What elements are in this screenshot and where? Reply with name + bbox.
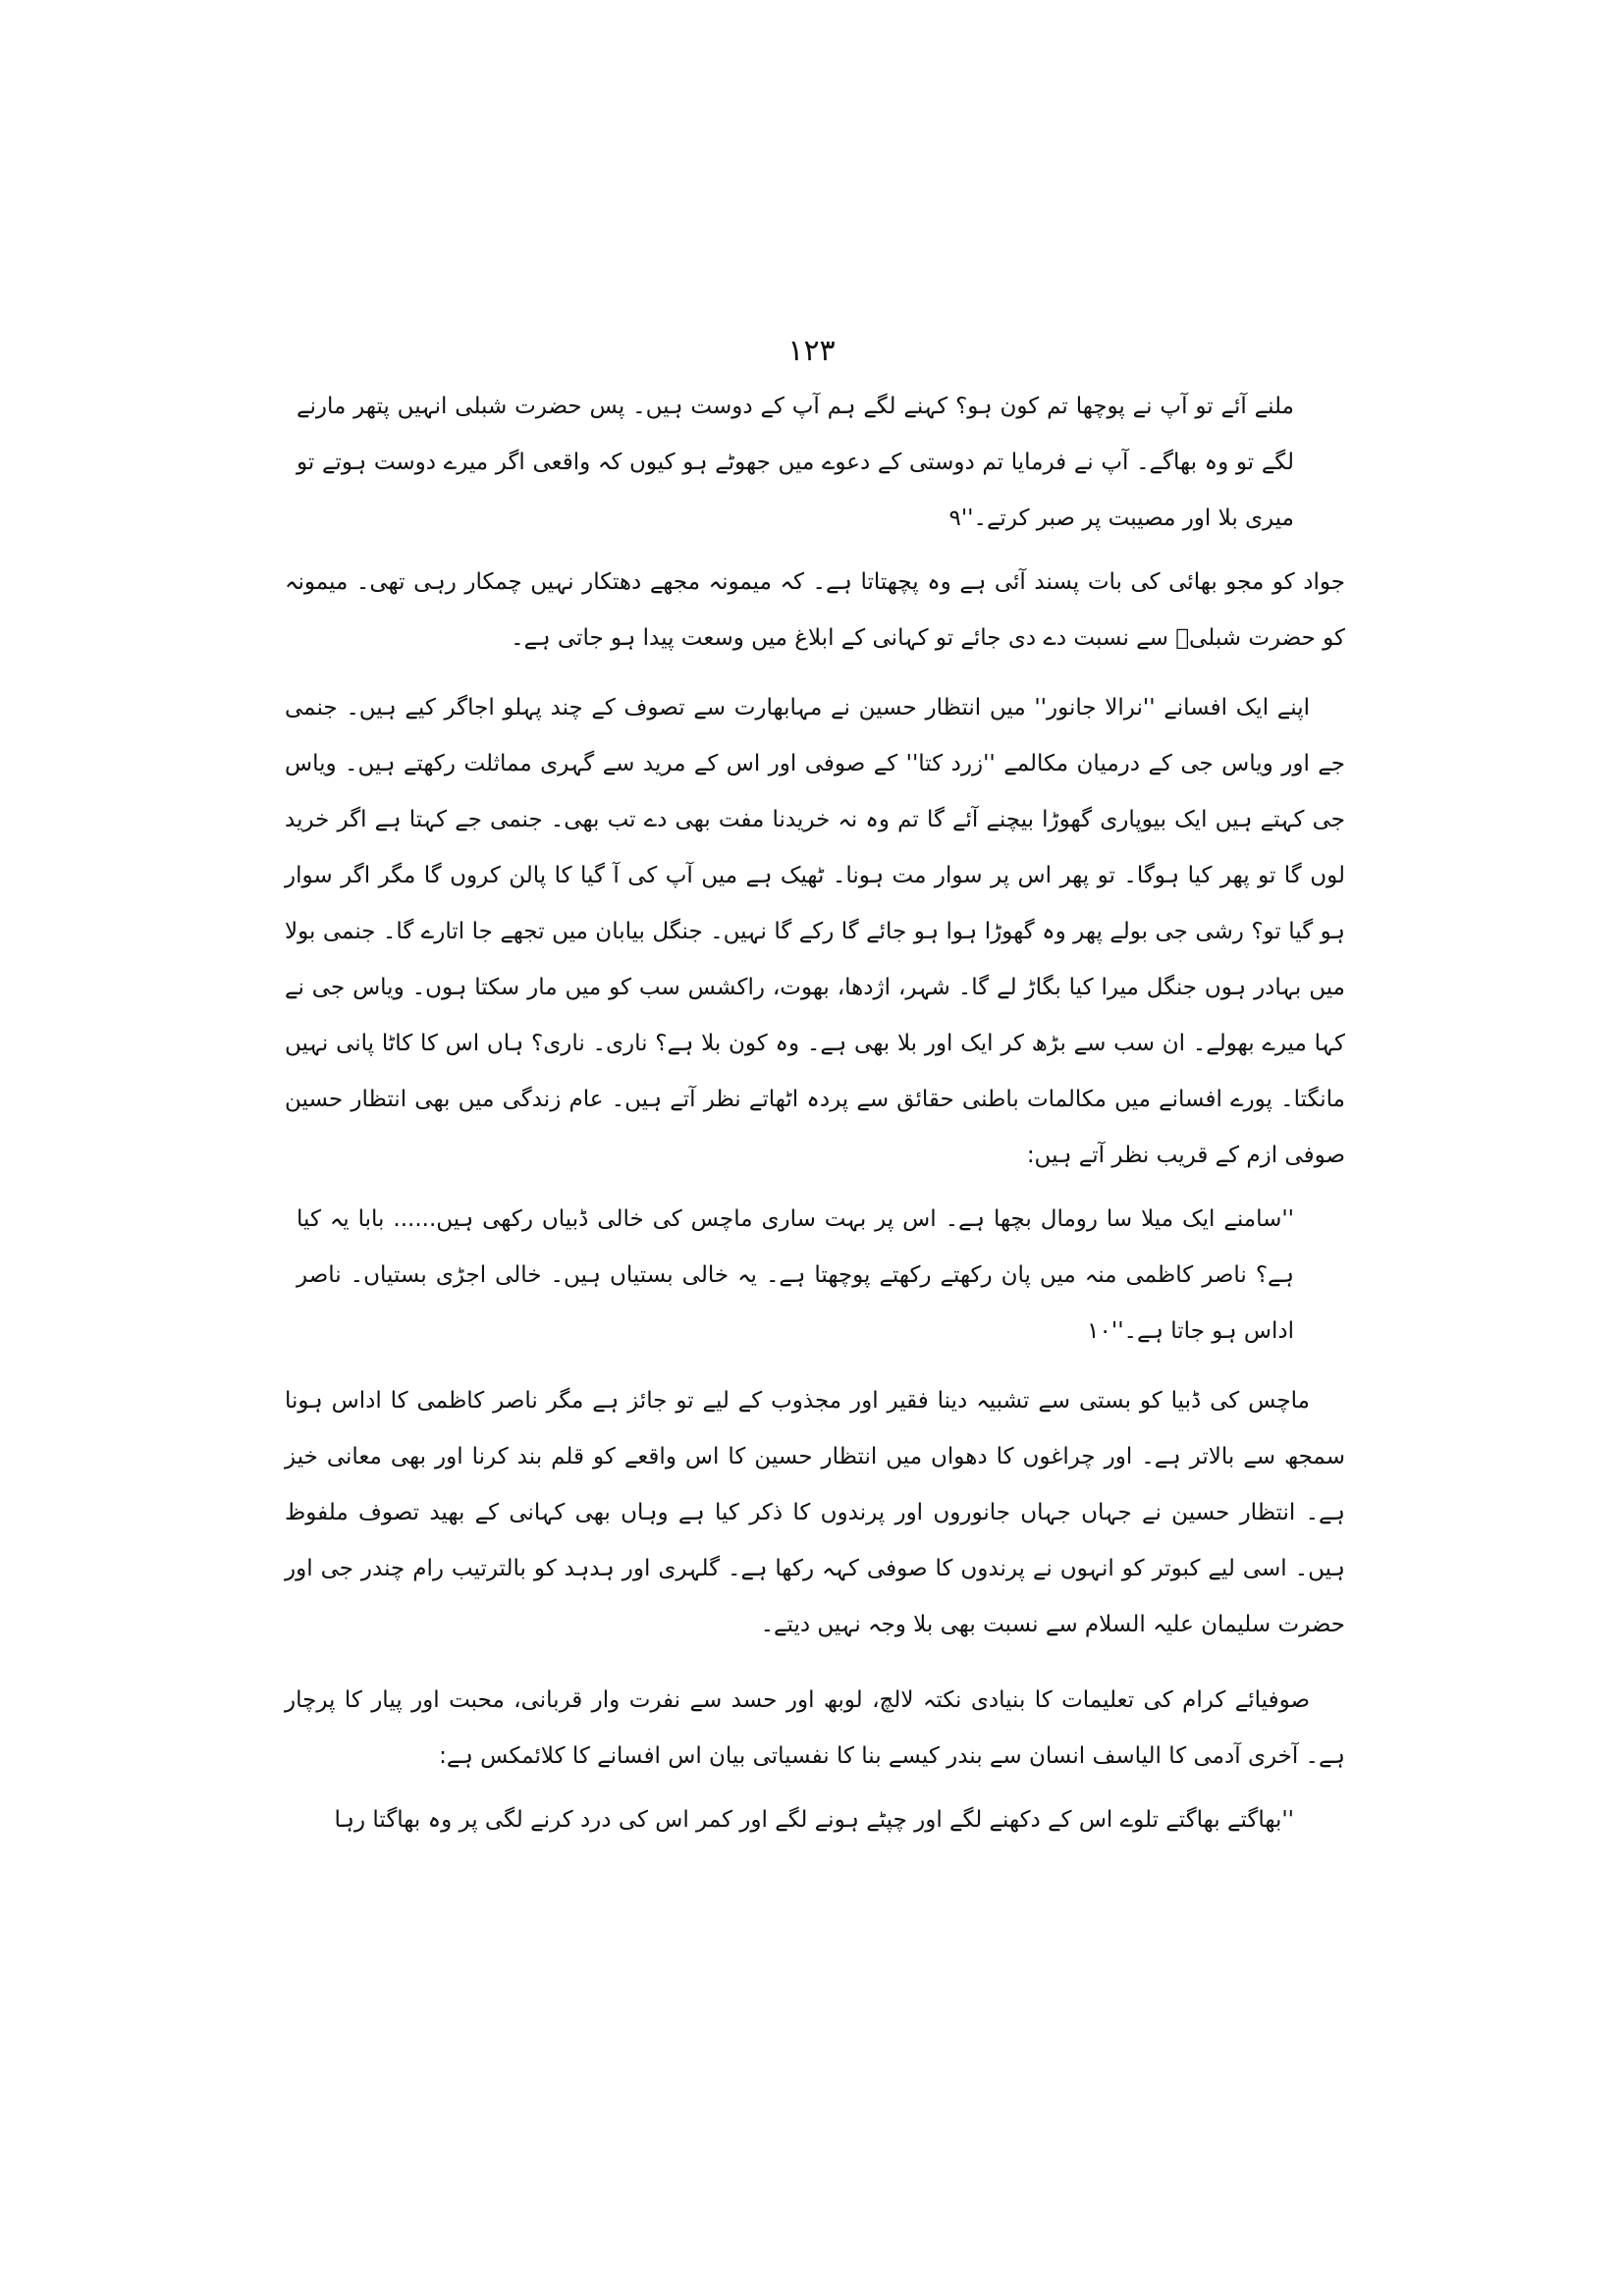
paragraph-1: جواد کو مجو بھائی کی بات پسند آئی ہے وہ پچھتاتا ہے۔ کہ میمونہ مجھے دھتکار نہیں چمکار رہی تھی۔ میمونہ کو حضرت شبلیؒ سے نسبت دے دی جائے تو کہانی کے ابلاغ میں وسعت پیدا ہو جاتی ہے۔ bbox=[285, 569, 1345, 651]
block-quote-2: ''سامنے ایک میلا سا رومال بچھا ہے۔ اس پر بہت ساری ماچس کی خالی ڈبیاں رکھی ہیں...... بابا یہ کیا ہے؟ ناصر کاظمی منہ میں پان رکھتے رکھتے پوچھتا ہے۔ یہ خالی بستیاں ہیں۔ خالی اجڑی بستیاں۔ ناصر اداس ہو جاتا ہے۔''۱۰ bbox=[297, 1206, 1294, 1344]
page-body bbox=[285, 379, 1345, 1848]
page-number: ۱۲۳ bbox=[787, 334, 836, 368]
paragraph-4: صوفیائے کرام کی تعلیمات کا بنیادی نکتہ لالچ، لوبھ اور حسد سے نفرت وار قربانی، محبت اور پیار کا پرچار ہے۔ آخری آدمی کا الیاسف انسان سے بندر کیسے بنا کا نفسیاتی بیان اس افسانے کا کلائمکس ہے: bbox=[285, 1687, 1345, 1769]
paragraph-2: اپنے ایک افسانے ''نرالا جانور'' میں انتظار حسین نے مہابھارت سے تصوف کے چند پہلو اجاگر کیے ہیں۔ جنمی جے اور ویاس جی کے درمیان مکالمے ''زرد کتا'' کے صوفی اور اس کے مرید سے گہری مماثلت رکھتے ہیں۔ ویاس جی کہتے ہیں ایک بیوپاری گھوڑا بیچنے آئے گا تم وہ نہ خریدنا مفت بھی دے تب بھی۔ جنمی جے کہتا ہے اگر خرید لوں گا تو پھر کیا ہوگا۔ تو پھر اس پر سوار مت ہونا۔ ٹھیک ہے میں آپ کی آ گیا کا پالن کروں گا مگر اگر سوار ہو گیا تو؟ رشی جی بولے پھر وہ گھوڑا ہوا ہو جائے گا رکے گا نہیں۔ جنگل بیابان میں تجھے جا اتارے گا۔ جنمی بولا میں بہادر ہوں جنگل میرا کیا بگاڑ لے گا۔ شہر، اژدھا، بھوت، راکشس سب کو میں مار سکتا ہوں۔ ویاس جی نے کہا میرے بھولے۔ ان سب سے بڑھ کر ایک اور بلا بھی ہے۔ وہ کون بلا ہے؟ ناری۔ ناری؟ ہاں اس کا کاٹا پانی نہیں مانگتا۔ پورے افسانے میں مکالمات باطنی حقائق سے پردہ اٹھاتے نظر آتے ہیں۔ عام زندگی میں بھی انتظار حسین صوفی ازم کے قریب نظر آتے ہیں: bbox=[285, 695, 1345, 1168]
block-quote-3: ''بھاگتے بھاگتے تلوے اس کے دکھنے لگے اور چپٹے ہونے لگے اور کمر اس کی درد کرنے لگی پر وہ بھاگتا رہا bbox=[334, 1807, 1294, 1833]
paragraph-3: ماچس کی ڈبیا کو بستی سے تشبیہ دینا فقیر اور مجذوب کے لیے تو جائز ہے مگر ناصر کاظمی کا اداس ہونا سمجھ سے بالاتر ہے۔ اور چراغوں کا دھواں میں انتظار حسین کا اس واقعے کو قلم بند کرنا اور بھی معانی خیز ہے۔ انتظار حسین نے جہاں جہاں جانوروں اور پرندوں کا ذکر کیا ہے وہاں بھی کہانی کے بھید تصوف ملفوظ ہیں۔ اسی لیے کبوتر کو انہوں نے پرندوں کا صوفی کہہ رکھا ہے۔ گلہری اور ہدہد کو بالترتیب رام چندر جی اور حضرت سلیمان علیہ السلام سے نسبت بھی بلا وجہ نہیں دیتے۔ bbox=[285, 1388, 1345, 1637]
block-quote-1: ملنے آئے تو آپ نے پوچھا تم کون ہو؟ کہنے لگے ہم آپ کے دوست ہیں۔ پس حضرت شبلی انہیں پتھر مارنے لگے تو وہ بھاگے۔ آپ نے فرمایا تم دوستی کے دعوے میں جھوٹے ہو کیوں کہ واقعی اگر میرے دوست ہوتے تو میری بلا اور مصیبت پر صبر کرتے۔''۹ bbox=[297, 394, 1294, 531]
